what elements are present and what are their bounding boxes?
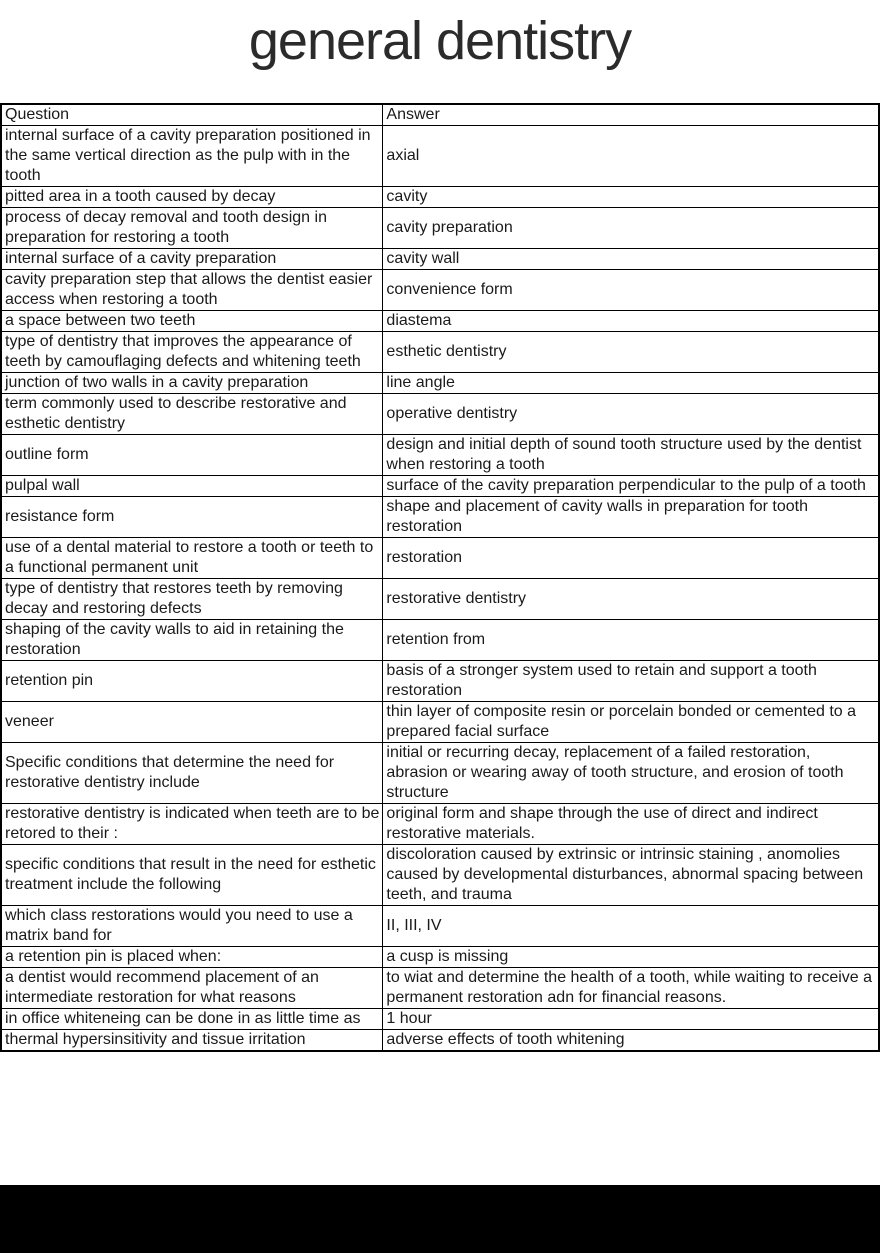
answer-cell: cavity [383,187,879,208]
question-cell: type of dentistry that restores teeth by removing decay and restoring defects [1,579,383,620]
question-cell: retention pin [1,661,383,702]
question-cell: specific conditions that result in the need for esthetic treatment include the following [1,845,383,906]
question-cell: which class restorations would you need to use a matrix band for [1,906,383,947]
answer-cell: shape and placement of cavity walls in preparation for tooth restoration [383,497,879,538]
answer-column-header: Answer [383,104,879,126]
table-row [1,126,879,187]
table-row [1,845,879,906]
question-cell: use of a dental material to restore a tooth or teeth to a functional permanent unit [1,538,383,579]
table-row [1,394,879,435]
question-column-header: Question [1,104,383,126]
answer-cell: axial [383,126,879,187]
question-cell: a retention pin is placed when: [1,947,383,968]
table-row [1,968,879,1009]
question-cell: in office whiteneing can be done in as little time as [1,1009,383,1030]
answer-cell: restorative dentistry [383,579,879,620]
question-cell: process of decay removal and tooth design in preparation for restoring a tooth [1,208,383,249]
table-row [1,208,879,249]
table-row [1,187,879,208]
question-cell: cavity preparation step that allows the dentist easier access when restoring a tooth [1,270,383,311]
answer-cell: restoration [383,538,879,579]
question-cell: resistance form [1,497,383,538]
answer-cell: diastema [383,311,879,332]
question-cell: junction of two walls in a cavity preparation [1,373,383,394]
question-cell: internal surface of a cavity preparation positioned in the same vertical direction as the pulp with in the tooth [1,126,383,187]
answer-cell: II, III, IV [383,906,879,947]
answer-cell: to wiat and determine the health of a tooth, while waiting to receive a permanent restoration adn for financial reasons. [383,968,879,1009]
question-cell: restorative dentistry is indicated when teeth are to be retored to their : [1,804,383,845]
table-row [1,332,879,373]
question-cell: pitted area in a tooth caused by decay [1,187,383,208]
answer-cell: surface of the cavity preparation perpendicular to the pulp of a tooth [383,476,879,497]
answer-cell: design and initial depth of sound tooth structure used by the dentist when restoring a tooth [383,435,879,476]
table-row [1,476,879,497]
table-row [1,743,879,804]
page-title: general dentistry [248,11,632,71]
answer-cell: thin layer of composite resin or porcelain bonded or cemented to a prepared facial surface [383,702,879,743]
question-cell: a space between two teeth [1,311,383,332]
answer-cell: discoloration caused by extrinsic or intrinsic staining , anomolies caused by developmental disturbances, abnormal spacing between teeth, and trauma [383,845,879,906]
question-cell: outline form [1,435,383,476]
table-row [1,661,879,702]
answer-cell: initial or recurring decay, replacement of a failed restoration, abrasion or wearing away of tooth structure, and erosion of tooth structure [383,743,879,804]
table-row [1,620,879,661]
question-cell: internal surface of a cavity preparation [1,249,383,270]
answer-cell: convenience form [383,270,879,311]
answer-cell: adverse effects of tooth whitening [383,1030,879,1052]
table-row [1,1030,879,1052]
table-header-row [1,104,879,126]
footer-bar [0,1185,880,1253]
question-cell: thermal hypersinsitivity and tissue irritation [1,1030,383,1052]
answer-cell: esthetic dentistry [383,332,879,373]
qa-table [0,103,880,1052]
table-row [1,947,879,968]
answer-cell: 1 hour [383,1009,879,1030]
answer-cell: retention from [383,620,879,661]
table-row [1,497,879,538]
table-row [1,906,879,947]
table-row [1,270,879,311]
answer-cell: a cusp is missing [383,947,879,968]
answer-cell: original form and shape through the use of direct and indirect restorative materials. [383,804,879,845]
answer-cell: basis of a stronger system used to retain and support a tooth restoration [383,661,879,702]
question-cell: a dentist would recommend placement of an intermediate restoration for what reasons [1,968,383,1009]
answer-cell: operative dentistry [383,394,879,435]
answer-cell: line angle [383,373,879,394]
table-row [1,1009,879,1030]
question-cell: veneer [1,702,383,743]
table-row [1,435,879,476]
question-cell: Specific conditions that determine the need for restorative dentistry include [1,743,383,804]
table-row [1,249,879,270]
table-row [1,702,879,743]
table-row [1,373,879,394]
question-cell: term commonly used to describe restorative and esthetic dentistry [1,394,383,435]
table-row [1,579,879,620]
question-cell: type of dentistry that improves the appearance of teeth by camouflaging defects and whitening teeth [1,332,383,373]
table-row [1,311,879,332]
table-row [1,804,879,845]
answer-cell: cavity wall [383,249,879,270]
question-cell: pulpal wall [1,476,383,497]
table-row [1,538,879,579]
answer-cell: cavity preparation [383,208,879,249]
question-cell: shaping of the cavity walls to aid in retaining the restoration [1,620,383,661]
